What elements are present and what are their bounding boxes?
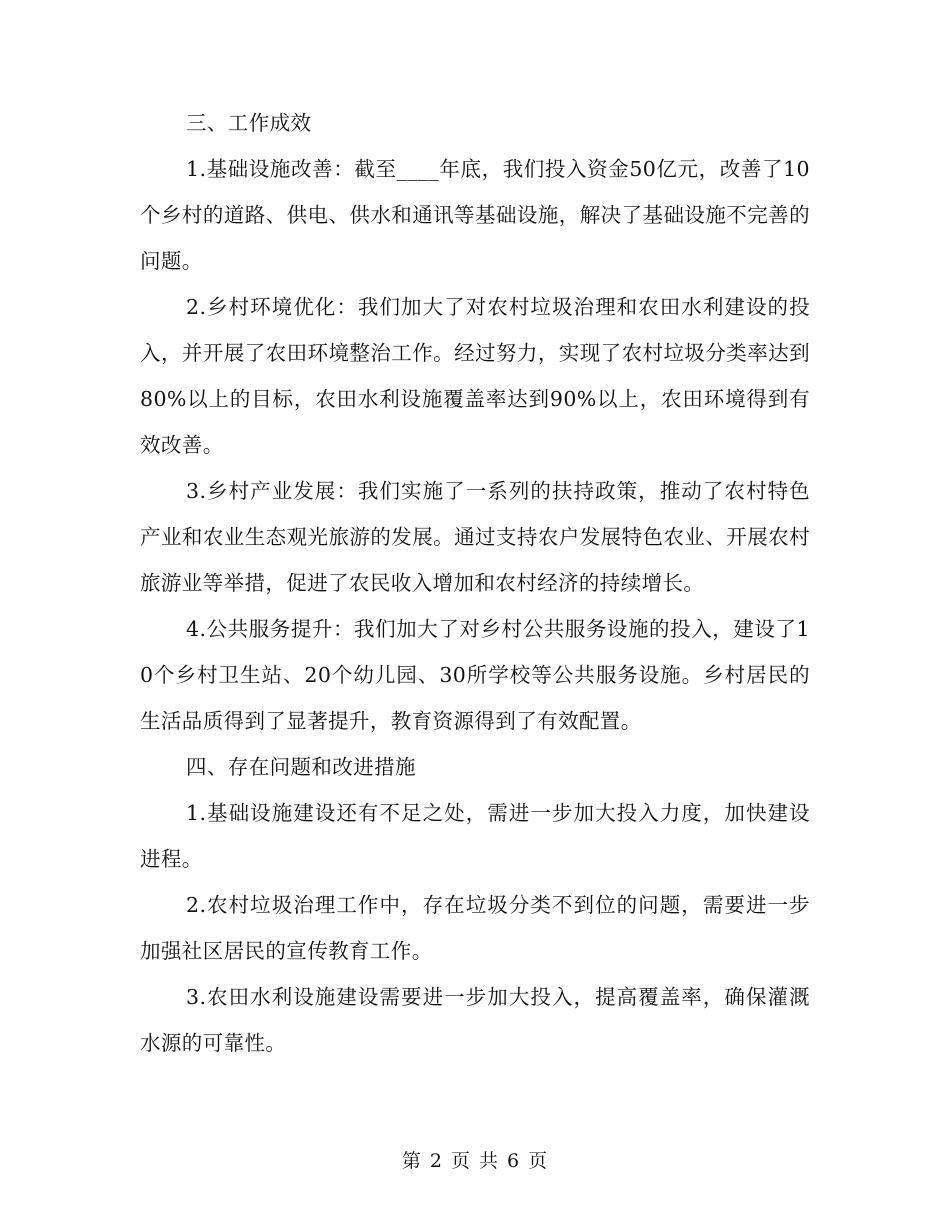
section-heading-results: 三、工作成效	[186, 111, 312, 135]
paragraph-environment: 2.乡村环境优化：我们加大了对农村垃圾治理和农田水利建设的投入，并开展了农田环境整治工作。经过努力，实现了农村垃圾分类率达到80%以上的目标，农田水利设施覆盖率达到90%以上，农田环境得到有效改善。	[140, 295, 810, 457]
page-label-suffix: 页	[528, 1150, 549, 1172]
paragraph-problem-garbage: 2.农村垃圾治理工作中，存在垃圾分类不到位的问题，需要进一步加强社区居民的宣传教育工作。	[140, 893, 810, 963]
document-body	[140, 100, 810, 1066]
page-label-mid: 页	[450, 1150, 471, 1172]
paragraph-infrastructure: 1.基础设施改善：截至____年底，我们投入资金50亿元，改善了10个乡村的道路、供电、供水和通讯等基础设施，解决了基础设施不完善的问题。	[140, 157, 810, 273]
total-label: 共	[479, 1150, 500, 1172]
total-pages-number: 6	[507, 1150, 521, 1172]
page-label-prefix: 第	[401, 1150, 422, 1172]
paragraph-problem-infrastructure: 1.基础设施建设还有不足之处，需进一步加大投入力度，加快建设进程。	[140, 801, 810, 871]
paragraph-public-service: 4.公共服务提升：我们加大了对乡村公共服务设施的投入，建设了10个乡村卫生站、20个幼儿园、30所学校等公共服务设施。乡村居民的生活品质得到了显著提升，教育资源得到了有效配置。	[140, 617, 810, 733]
section-heading-problems: 四、存在问题和改进措施	[186, 755, 416, 779]
page-footer	[0, 1146, 950, 1173]
paragraph-industry: 3.乡村产业发展：我们实施了一系列的扶持政策，推动了农村特色产业和农业生态观光旅游的发展。通过支持农户发展特色农业、开展农村旅游业等举措，促进了农民收入增加和农村经济的持续增长。	[140, 479, 810, 595]
paragraph-problem-irrigation: 3.农田水利设施建设需要进一步加大投入，提高覆盖率，确保灌溉水源的可靠性。	[140, 985, 810, 1055]
current-page-number: 2	[429, 1150, 443, 1172]
